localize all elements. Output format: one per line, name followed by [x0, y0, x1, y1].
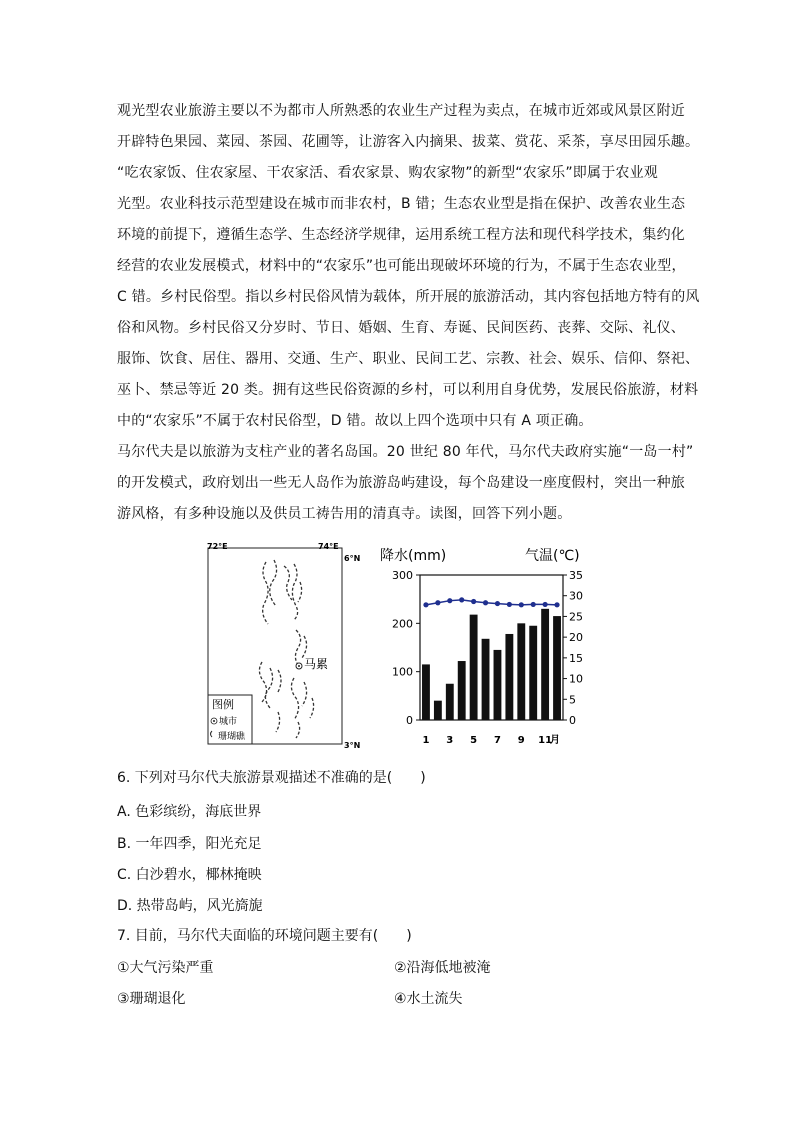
month-unit: 月 — [550, 735, 560, 746]
temp-point — [483, 600, 488, 605]
temp-point — [507, 602, 512, 607]
temp-point — [471, 599, 476, 604]
text-line: 服饰、饮食、居住、器用、交通、生产、职业、民间工艺、宗教、社会、娱乐、信仰、祭祀、 — [117, 351, 700, 367]
temp-tick-label: 10 — [569, 672, 583, 686]
text-line: 巫卜、禁忌等近 20 类。拥有这些民俗资源的乡村，可以利用自身优势，发展民俗旅游，材料 — [117, 382, 699, 398]
month-tick-label: 11 — [538, 735, 553, 746]
temp-point — [495, 601, 500, 606]
text-line: “吃农家饭、住农家屋、干农家活、看农家景、购农家物”的新型“农家乐”即属于农业观 — [117, 165, 659, 181]
precip-bars — [422, 609, 561, 720]
question-6-option-b: B. 一年四季，阳光充足 — [117, 836, 262, 852]
month-tick-label: 5 — [470, 735, 478, 746]
precip-bar — [505, 634, 513, 720]
legend-city-label: 城市 — [219, 717, 238, 727]
legend-reef-label: 珊瑚礁 — [218, 732, 246, 742]
climate-chart — [372, 542, 587, 750]
temp-tick-label: 5 — [569, 693, 576, 707]
text-line: 开辟特色果园、菜园、茶园、花圃等，让游客入内摘果、拔菜、赏花、采茶，享尽田园乐趣。 — [117, 134, 700, 150]
question-6-option-a: A. 色彩缤纷，海底世界 — [117, 804, 262, 820]
maldives-map — [204, 542, 361, 750]
precip-ticks — [392, 569, 420, 727]
precip-bar — [494, 650, 502, 720]
month-ticks — [422, 735, 552, 746]
temp-point — [423, 602, 428, 607]
text-line: 游风格，有多种设施以及供员工祷告用的清真寺。读图，回答下列小题。 — [117, 506, 572, 522]
precip-tick-label: 0 — [406, 714, 413, 727]
lon-right-label: 74°E — [318, 542, 339, 551]
maldives-figure — [204, 542, 592, 750]
precip-tick-label: 200 — [392, 617, 413, 631]
male-city-label: 马累 — [304, 657, 329, 671]
question-7-stem: 7. 目前，马尔代夫面临的环境问题主要有( ) — [117, 928, 412, 944]
temp-axis-title: 气温(℃) — [525, 548, 580, 564]
temp-tick-label: 30 — [569, 589, 583, 603]
question-6-option-c: C. 白沙碧水，椰林掩映 — [117, 867, 262, 883]
question-6-stem: 6. 下列对马尔代夫旅游景观描述不准确的是( ) — [117, 770, 426, 786]
text-line: 的开发模式，政府划出一些无人岛作为旅游岛屿建设，每个岛建设一座度假村，突出一种旅 — [117, 475, 685, 491]
month-tick-label: 7 — [493, 735, 501, 746]
temp-tick-label: 15 — [569, 651, 583, 665]
temp-tick-label: 25 — [569, 610, 583, 624]
text-line: 经营的农业发展模式，材料中的“农家乐”也可能出现破坏环境的行为，不属于生态农业型， — [117, 258, 686, 274]
precip-bar — [446, 684, 454, 720]
precip-bar — [434, 701, 442, 720]
precip-bar — [422, 664, 430, 720]
lat-bottom-label: 3°N — [344, 741, 361, 750]
question-7-choice-2: ②沿海低地被淹 — [394, 960, 491, 976]
temp-point — [543, 602, 548, 607]
passage-agri-tourism — [117, 96, 700, 437]
precip-bar — [517, 623, 525, 720]
text-line: 环境的前提下，遵循生态学、生态经济学规律，运用系统工程方法和现代科学技术，集约化 — [117, 227, 685, 243]
temp-point — [447, 598, 452, 603]
passage-maldives — [117, 437, 694, 530]
temp-line — [423, 597, 559, 607]
precip-axis-title: 降水(mm) — [380, 548, 447, 564]
month-tick-label: 1 — [422, 735, 430, 746]
text-line: 观光型农业旅游主要以不为都市人所熟悉的农业生产过程为卖点，在城市近郊或风景区附近 — [117, 103, 685, 119]
text-line: C 错。乡村民俗型。指以乡村民俗风情为载体，所开展的旅游活动，其内容包括地方特有的风 — [117, 289, 700, 305]
temp-point — [519, 602, 524, 607]
text-line: 光型。农业科技示范型建设在城市而非农村，B 错；生态农业型是指在保护、改善农业生态 — [117, 196, 686, 212]
question-7-choice-1: ①大气污染严重 — [117, 960, 214, 976]
precip-bar — [529, 626, 537, 720]
temp-tick-label: 0 — [569, 714, 576, 727]
precip-bar — [470, 615, 478, 720]
temp-tick-label: 20 — [569, 631, 583, 645]
precip-bar — [541, 609, 549, 720]
temp-point — [554, 602, 559, 607]
question-7-choice-3: ③珊瑚退化 — [117, 991, 186, 1007]
temp-point — [531, 602, 536, 607]
text-line: 中的“农家乐”不属于农村民俗型，D 错。故以上四个选项中只有 A 项正确。 — [117, 413, 593, 429]
temp-ticks — [563, 569, 583, 727]
text-line: 俗和风物。乡村民俗又分岁时、节日、婚姻、生育、寿诞、民间医药、丧葬、交际、礼仪、 — [117, 320, 685, 336]
month-tick-label: 3 — [446, 735, 454, 746]
precip-bar — [482, 639, 490, 720]
lon-left-label: 72°E — [207, 542, 228, 551]
precip-bar — [553, 616, 561, 720]
text-line: 马尔代夫是以旅游为支柱产业的著名岛国。20 世纪 80 年代，马尔代夫政府实施“一岛一村” — [117, 444, 694, 460]
lat-top-label: 6°N — [344, 554, 361, 563]
precip-bar — [458, 661, 466, 720]
legend-title: 图例 — [212, 698, 234, 711]
month-tick-label: 9 — [517, 735, 525, 746]
question-6-option-d: D. 热带岛屿，风光旖旎 — [117, 898, 263, 914]
temp-tick-label: 35 — [569, 569, 583, 582]
temp-point — [435, 600, 440, 605]
map-legend — [208, 695, 252, 744]
precip-tick-label: 300 — [392, 569, 413, 582]
temp-point — [459, 597, 464, 602]
precip-tick-label: 100 — [392, 665, 413, 679]
temp-polyline — [426, 600, 557, 605]
question-7-choice-4: ④水土流失 — [394, 991, 463, 1007]
